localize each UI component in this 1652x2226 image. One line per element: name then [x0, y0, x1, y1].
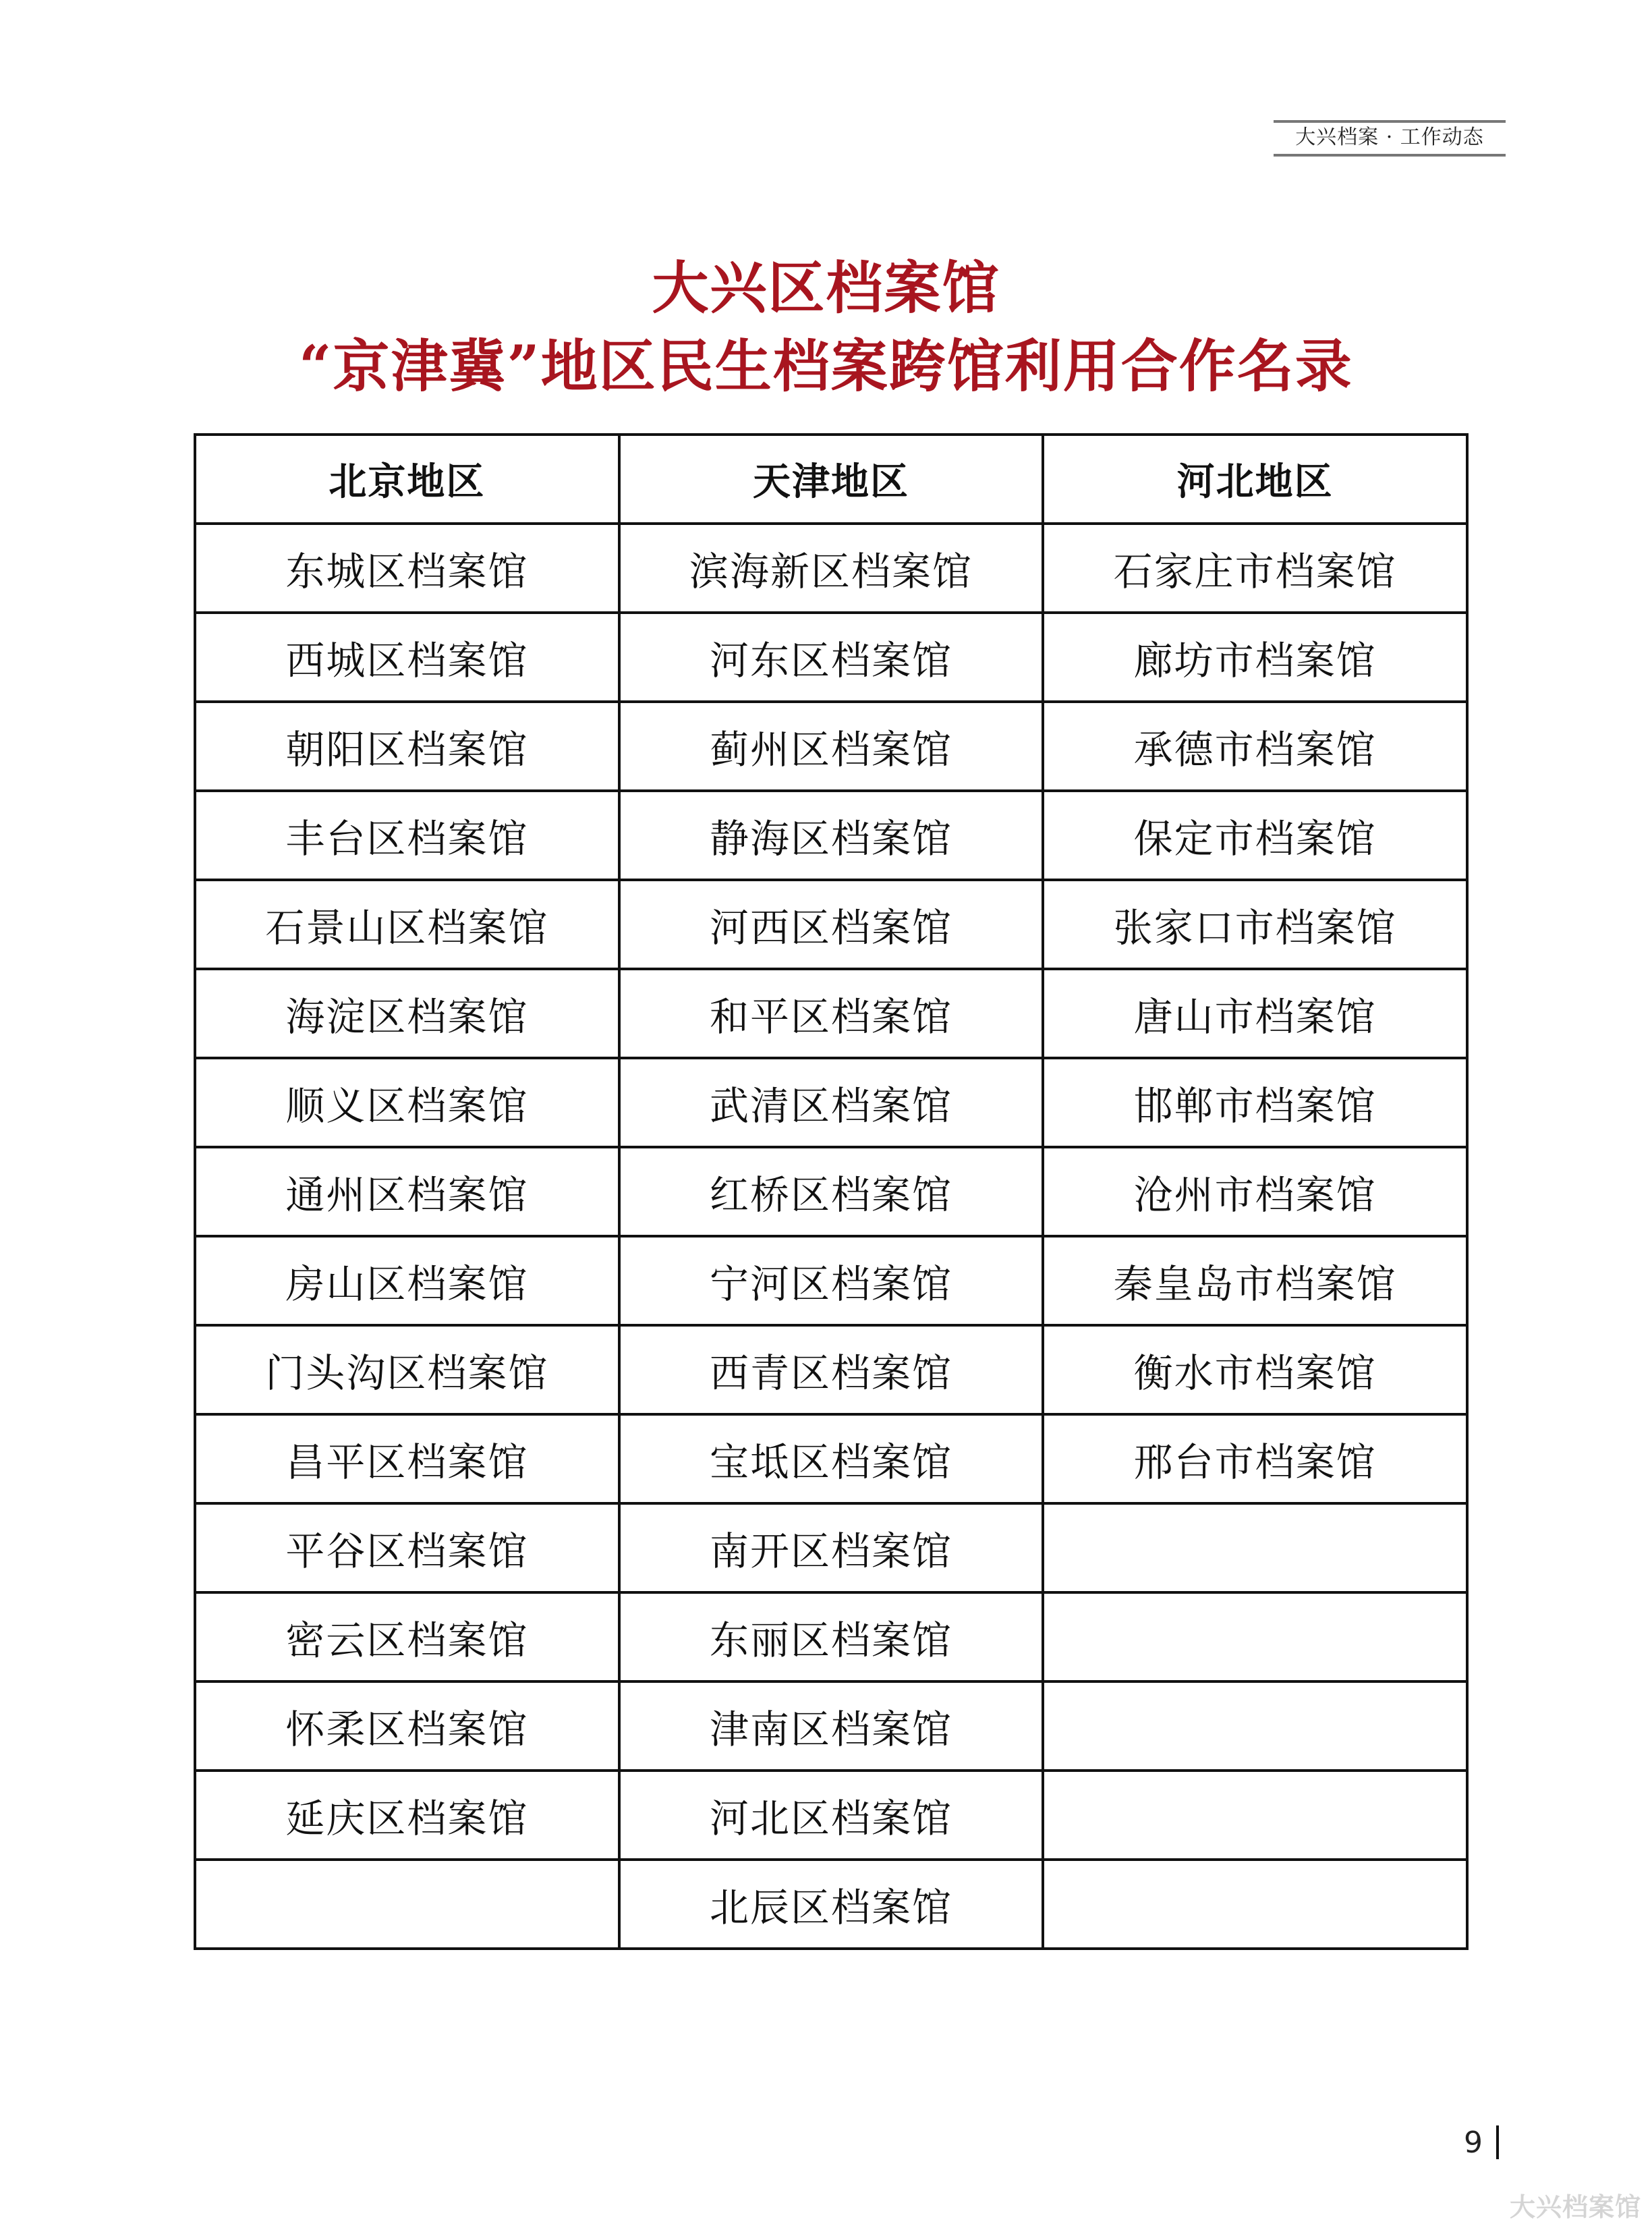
table-cell: 石家庄市档案馆 — [1043, 524, 1467, 613]
running-head: 大兴档案 · 工作动态 — [1274, 120, 1506, 157]
table-row — [195, 1325, 1467, 1414]
page-number-divider — [1496, 2125, 1499, 2159]
page-number: 9 — [1464, 2125, 1483, 2160]
table-row — [195, 1771, 1467, 1860]
table-row — [195, 969, 1467, 1058]
table-cell — [1043, 1771, 1467, 1860]
table-row — [195, 1147, 1467, 1236]
table-cell: 平谷区档案馆 — [195, 1503, 619, 1592]
table-header-row — [195, 435, 1467, 524]
table-cell: 邯郸市档案馆 — [1043, 1058, 1467, 1147]
table-cell: 丰台区档案馆 — [195, 791, 619, 880]
table-row — [195, 791, 1467, 880]
table-row — [195, 1058, 1467, 1147]
table-cell: 石景山区档案馆 — [195, 880, 619, 969]
table-cell: 海淀区档案馆 — [195, 969, 619, 1058]
page-title: 大兴区档案馆 — [652, 254, 1000, 321]
table-cell: 西青区档案馆 — [619, 1325, 1044, 1414]
header-beijing: 北京地区 — [195, 435, 619, 524]
table-cell: 宝坻区档案馆 — [619, 1414, 1044, 1503]
table-row — [195, 524, 1467, 613]
table-cell: 河北区档案馆 — [619, 1771, 1044, 1860]
table-cell — [195, 1860, 619, 1949]
watermark-logo: 大兴档案馆 — [1510, 2192, 1642, 2222]
table-cell: 房山区档案馆 — [195, 1236, 619, 1325]
table-cell: 廊坊市档案馆 — [1043, 613, 1467, 702]
table-row — [195, 1236, 1467, 1325]
table-cell: 怀柔区档案馆 — [195, 1681, 619, 1771]
table-row — [195, 1860, 1467, 1949]
table-cell: 密云区档案馆 — [195, 1592, 619, 1681]
table-cell: 沧州市档案馆 — [1043, 1147, 1467, 1236]
table-cell — [1043, 1503, 1467, 1592]
table-cell: 延庆区档案馆 — [195, 1771, 619, 1860]
table-cell: 秦皇岛市档案馆 — [1043, 1236, 1467, 1325]
page-subtitle: “京津冀”地区民生档案跨馆利用合作名录 — [299, 333, 1353, 399]
table-cell: 顺义区档案馆 — [195, 1058, 619, 1147]
table-cell: 朝阳区档案馆 — [195, 702, 619, 791]
table-cell: 南开区档案馆 — [619, 1503, 1044, 1592]
table-cell: 蓟州区档案馆 — [619, 702, 1044, 791]
table-cell: 河东区档案馆 — [619, 613, 1044, 702]
table-cell — [1043, 1592, 1467, 1681]
table-cell: 静海区档案馆 — [619, 791, 1044, 880]
table-cell — [1043, 1860, 1467, 1949]
table-cell: 西城区档案馆 — [195, 613, 619, 702]
table-cell — [1043, 1681, 1467, 1771]
table-row — [195, 1503, 1467, 1592]
table-row — [195, 880, 1467, 969]
table-cell: 通州区档案馆 — [195, 1147, 619, 1236]
header-hebei: 河北地区 — [1043, 435, 1467, 524]
header-tianjin: 天津地区 — [619, 435, 1044, 524]
table-cell: 宁河区档案馆 — [619, 1236, 1044, 1325]
table-row — [195, 1681, 1467, 1771]
table-cell: 红桥区档案馆 — [619, 1147, 1044, 1236]
table-row — [195, 1414, 1467, 1503]
table-row — [195, 702, 1467, 791]
table-cell: 承德市档案馆 — [1043, 702, 1467, 791]
table-cell: 东城区档案馆 — [195, 524, 619, 613]
table-cell: 津南区档案馆 — [619, 1681, 1044, 1771]
table-cell: 衡水市档案馆 — [1043, 1325, 1467, 1414]
table-cell: 门头沟区档案馆 — [195, 1325, 619, 1414]
table-cell: 武清区档案馆 — [619, 1058, 1044, 1147]
table-cell: 唐山市档案馆 — [1043, 969, 1467, 1058]
table-cell: 和平区档案馆 — [619, 969, 1044, 1058]
table-cell: 东丽区档案馆 — [619, 1592, 1044, 1681]
table-cell: 邢台市档案馆 — [1043, 1414, 1467, 1503]
archives-table — [194, 433, 1469, 1950]
table-cell: 保定市档案馆 — [1043, 791, 1467, 880]
table-cell: 张家口市档案馆 — [1043, 880, 1467, 969]
table-cell: 滨海新区档案馆 — [619, 524, 1044, 613]
table-row — [195, 1592, 1467, 1681]
table-cell: 昌平区档案馆 — [195, 1414, 619, 1503]
table-row — [195, 613, 1467, 702]
table-cell: 河西区档案馆 — [619, 880, 1044, 969]
table-cell: 北辰区档案馆 — [619, 1860, 1044, 1949]
